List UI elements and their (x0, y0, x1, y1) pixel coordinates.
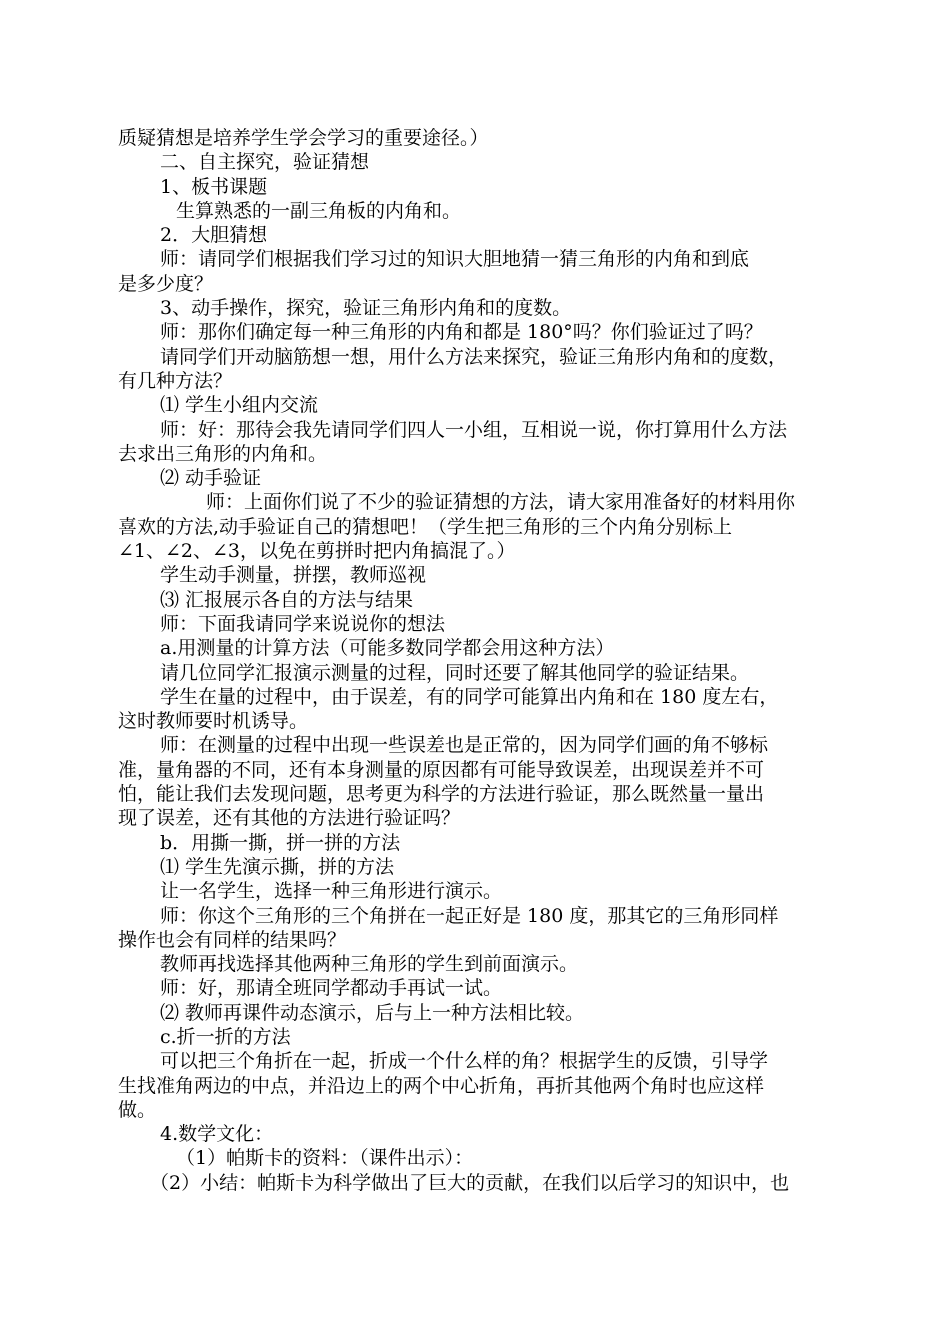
list-item: ⑵ 动手验证 (160, 467, 262, 490)
text-line: 师：那你们确定每一种三角形的内角和都是 180°吗？你们验证过了吗？ (160, 321, 763, 344)
text-line: 去求出三角形的内角和。 (118, 442, 328, 465)
text-line: 做。 (118, 1098, 157, 1121)
text-line: 生算熟悉的一副三角板的内角和。 (176, 199, 462, 222)
section-heading: 二、自主探究，验证猜想 (160, 151, 370, 174)
text-line: 师：上面你们说了不少的验证猜想的方法，请大家用准备好的材料用你 (206, 491, 796, 514)
text-line: 这时教师要时机诱导。 (118, 710, 309, 733)
text-line: 可以把三个角折在一起，折成一个什么样的角？根据学生的反馈，引导学 (160, 1050, 769, 1073)
text-line: 怕，能让我们去发现问题，思考更为科学的方法进行验证，那么既然量一量出 (118, 783, 765, 806)
text-line: 操作也会有同样的结果吗？ (118, 928, 347, 951)
text-line: 有几种方法？ (118, 369, 233, 392)
text-line: 学生在量的过程中，由于误差，有的同学可能算出内角和在 180 度左右， (160, 685, 779, 708)
text-line: 准，量角器的不同，还有本身测量的原因都有可能导致误差，出现误差并不可 (118, 758, 765, 781)
text-line: 师：你这个三角形的三个角拼在一起正好是 180 度，那其它的三角形同样 (160, 904, 779, 927)
text-line: 师：在测量的过程中出现一些误差也是正常的，因为同学们画的角不够标 (160, 734, 769, 757)
subheading: 1、板书课题 (160, 175, 268, 198)
text-line: 生找准角两边的中点，并沿边上的两个中心折角，再折其他两个角时也应这样 (118, 1074, 765, 1097)
text-line: 学生动手测量，拼摆，教师巡视 (160, 564, 427, 587)
text-line: 是多少度？ (118, 272, 214, 295)
text-line: ∠1、∠2、∠3，以免在剪拼时把内角搞混了。） (118, 540, 516, 563)
subheading: 2．大胆猜想 (160, 224, 268, 247)
list-item: b．用撕一撕，拼一拼的方法 (160, 831, 401, 854)
text-line: 质疑猜想是培养学生学会学习的重要途径。） (118, 127, 489, 149)
text-line: 现了误差，还有其他的方法进行验证吗？ (118, 807, 461, 830)
list-item: （1）帕斯卡的资料：（课件出示）： (176, 1147, 474, 1170)
text-line: 师：下面我请同学来说说你的想法 (160, 612, 446, 635)
text-line: 师：请同学们根据我们学习过的知识大胆地猜一猜三角形的内角和到底 (160, 248, 750, 271)
list-item: （2）小结：帕斯卡为科学做出了巨大的贡献，在我们以后学习的知识中，也 (150, 1171, 790, 1194)
text-line: 教师再找选择其他两种三角形的学生到前面演示。 (160, 953, 579, 976)
subheading: 4.数学文化： (160, 1123, 274, 1146)
subheading: 3、动手操作，探究，验证三角形内角和的度数。 (160, 297, 572, 320)
list-item: a.用测量的计算方法（可能多数同学都会用这种方法） (160, 637, 615, 660)
text-line: 师：好，那请全班同学都动手再试一试。 (160, 977, 503, 1000)
text-line: 师：好：那待会我先请同学们四人一小组，互相说一说，你打算用什么方法 (160, 418, 788, 441)
document-body (118, 126, 866, 1195)
list-item: ⑶ 汇报展示各自的方法与结果 (160, 588, 414, 611)
list-item: ⑴ 学生先演示撕，拼的方法 (160, 855, 395, 878)
text-line: 喜欢的方法,动手验证自己的猜想吧！（学生把三角形的三个内角分别标上 (118, 515, 733, 538)
list-item: ⑵ 教师再课件动态演示，后与上一种方法相比较。 (160, 1001, 585, 1024)
list-item: c.折一折的方法 (160, 1025, 291, 1048)
list-item: ⑴ 学生小组内交流 (160, 394, 319, 417)
text-line: 请几位同学汇报演示测量的过程，同时还要了解其他同学的验证结果。 (160, 661, 750, 684)
text-line: 请同学们开动脑筋想一想，用什么方法来探究，验证三角形内角和的度数， (160, 345, 788, 368)
text-line: 让一名学生，选择一种三角形进行演示。 (160, 880, 503, 903)
